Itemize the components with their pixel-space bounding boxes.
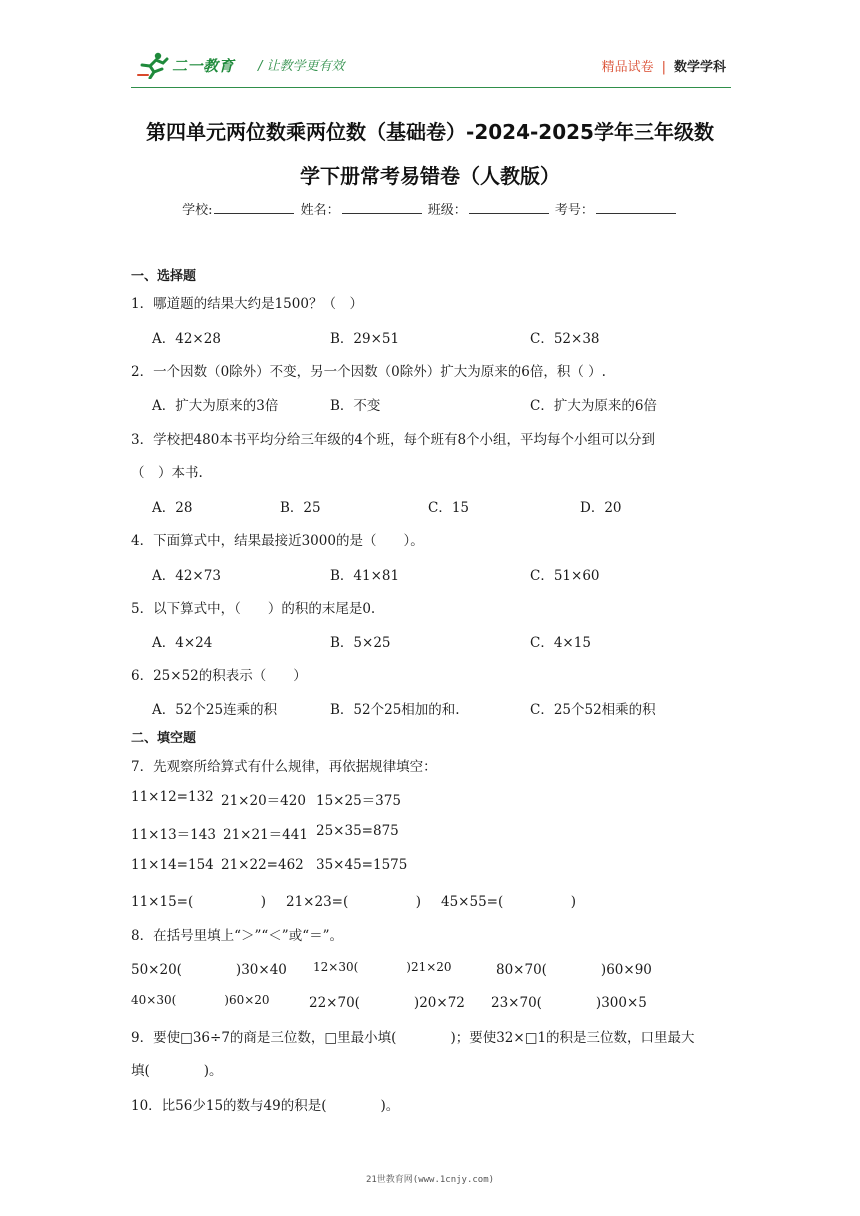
school-label: 学校: [182,203,213,218]
q6-option-b: B．52个25相加的和. [330,702,460,718]
q2-option-c: C．扩大为原来的6倍 [530,398,657,414]
q3-option-c: C．15 [428,500,470,516]
q5-text: 5．以下算式中，（ ）的积的末尾是0. [131,601,376,617]
header-right [602,56,726,75]
q2-option-b: B．不变 [330,398,381,414]
q7-eq: 11×12=132 [131,789,214,805]
q8-row-2 [131,991,647,1011]
q7-blank-eq: 45×55=( ) [441,894,577,910]
q3-option-a: A．28 [152,500,193,516]
exam-no-label: 考号： [554,203,594,218]
q6-text: 6．25×52的积表示（ ） [131,668,307,684]
q7-row-1 [131,789,401,809]
q2-text: 2．一个因数（0除外）不变，另一个因数（0除外）扩大为原来的6倍，积（ ）. [131,364,606,380]
q7-eq: 35×45=1575 [316,857,408,873]
q4-option-c: C．51×60 [530,568,600,584]
q7-row-4 [131,890,577,910]
q3-option-d: D．20 [580,500,622,516]
q7-row-3 [131,857,408,873]
q2-option-a: A．扩大为原来的3倍 [152,398,279,414]
q9-text-line2: 填( )。 [131,1063,223,1079]
q1-option-c: C．52×38 [530,331,600,347]
q1-text: 1．哪道题的结果大约是1500？（ ） [131,296,363,312]
q3-text-line2: （ ）本书. [131,465,203,481]
footer: 21世教育网(www.1cnjy.com) [365,1175,495,1185]
q5-option-b: B．5×25 [330,635,391,651]
doc-title-line2: 学下册常考易错卷（人教版） [300,164,560,188]
class-label: 班级： [427,203,467,218]
header-separator: | [661,60,666,75]
header-subject: 数学学科 [673,60,726,75]
q7-eq: 25×35=875 [316,823,399,839]
name-blank [342,201,422,214]
doc-title-line1: 第四单元两位数乘两位数（基础卷）-2024-2025学年三年级数 [146,120,714,144]
q6-option-c: C．25个52相乘的积 [530,702,656,718]
name-label: 姓名： [300,203,340,218]
q1-option-b: B．29×51 [330,331,400,347]
q5-option-a: A．4×24 [152,635,213,651]
q8-compare: 50×20( )30×40 [131,962,287,978]
q5-option-c: C．4×15 [530,635,591,651]
q8-compare: 23×70( )300×5 [491,995,647,1011]
q7-eq: 21×21＝441 [223,827,308,843]
q7-eq: 11×14=154 [131,857,214,873]
q7-eq: 11×13＝143 [131,827,216,843]
q8-compare: 40×30( )60×20 [131,993,270,1007]
logo [136,50,234,80]
exam-no-blank [596,201,676,214]
class-blank [469,201,549,214]
header-tag: 精品试卷 [601,60,654,75]
q8-compare: 22×70( )20×72 [309,995,465,1011]
q8-row-1 [131,958,652,978]
q3-text-line1: 3．学校把480本书平均分给三年级的4个班，每个班有8个小组，平均每个小组可以分到 [131,432,656,448]
runner-logo-icon [136,51,170,79]
q4-text: 4．下面算式中，结果最接近3000的是（ ）。 [131,533,424,549]
section-choice: 一、选择题 [131,269,197,284]
logo-text: 二一教育 [172,56,235,75]
q7-blank-eq: 11×15=( ) [131,894,267,910]
q7-row-2 [131,823,399,843]
q6-option-a: A．52个25连乘的积 [152,702,278,718]
school-blank [214,201,294,214]
slogan: / 让教学更有效 [258,59,345,74]
q9-text-line1: 9．要使□36÷7的商是三位数，□里最小填( )；要使32×□1的积是三位数，口里最大 [131,1030,695,1046]
header-divider [131,87,731,88]
q8-text: 8．在括号里填上“＞”“＜”或“＝”。 [131,928,343,944]
q8-compare: 12×30( )21×20 [313,960,452,974]
q7-eq: 15×25＝375 [316,793,401,809]
q4-option-a: A．42×73 [152,568,221,584]
q7-text: 7．先观察所给算式有什么规律，再依据规律填空： [131,759,437,775]
q3-option-b: B．25 [280,500,321,516]
q10-text: 10．比56少15的数与49的积是( )。 [131,1098,400,1114]
q7-eq: 21×22=462 [221,857,304,873]
q7-eq: 21×20＝420 [221,793,306,809]
student-info [0,199,860,218]
q1-option-a: A．42×28 [152,331,221,347]
q4-option-b: B．41×81 [330,568,400,584]
q7-blank-eq: 21×23=( ) [286,894,422,910]
q8-compare: 80×70( )60×90 [496,962,652,978]
section-fill-blank: 二、填空题 [131,731,197,746]
